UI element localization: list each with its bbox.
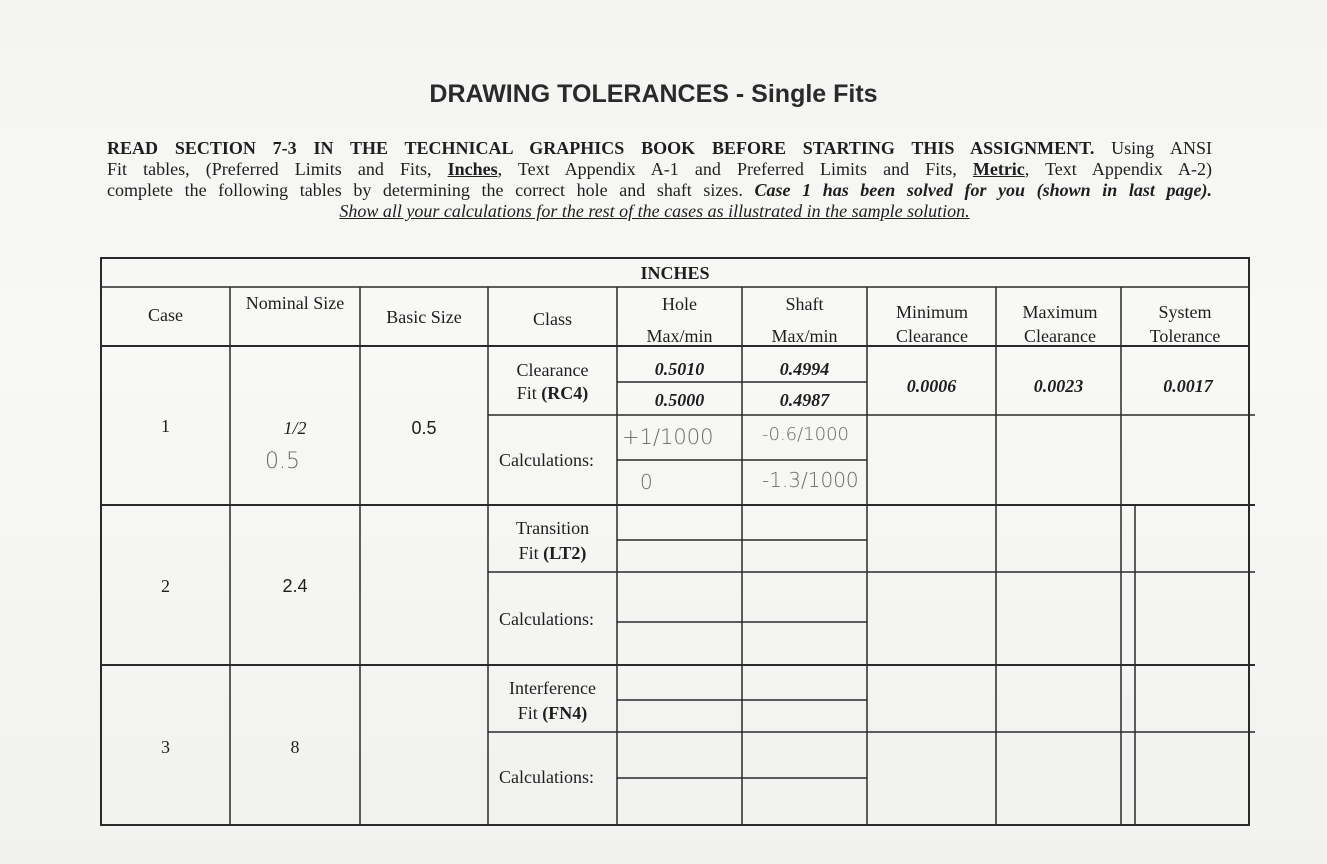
class-fit: Fit (516, 383, 542, 403)
class-code: (LT2) (543, 543, 587, 563)
instruction-show-work: Show all your calculations for the rest of the cases as illustrated in the sample solution. (339, 201, 970, 221)
col-header-hole: Hole (662, 294, 697, 314)
class-name: Transition (515, 518, 590, 538)
nominal-size-handwritten: 0.5 (265, 449, 300, 474)
inches-header: INCHES (640, 263, 710, 283)
class-fit: Fit (517, 703, 543, 723)
page-title: DRAWING TOLERANCES - Single Fits (429, 80, 878, 108)
nominal-size: 1/2 (283, 418, 307, 438)
calculations-label: Calculations: (499, 767, 594, 787)
maximum-clearance: 0.0023 (1033, 376, 1084, 396)
case-number: 3 (161, 737, 170, 757)
col-header-min-clearance: Minimum Clearance (895, 302, 968, 346)
col-header-shaft-sub: Max/min (771, 326, 838, 346)
instruction-text: , Text Appendix A-2) (1024, 159, 1212, 179)
nominal-size: 8 (290, 737, 300, 757)
nominal-size: 2.4 (282, 576, 308, 596)
inches-emphasis: Inches (447, 159, 498, 179)
shaft-max: 0.4994 (779, 359, 830, 379)
class-fit: Fit (518, 543, 544, 563)
instruction-note: Case 1 has been solved for you (shown in last page). (754, 180, 1212, 200)
instruction-text: Fit tables, (Preferred Limits and Fits, (107, 159, 448, 179)
calc-hole-upper: +1/1000 (622, 425, 714, 449)
instruction-text: , Text Appendix A-1 and Preferred Limits and Fits, (497, 159, 973, 179)
col-header-nominal-size: Nominal Size (245, 293, 345, 313)
col-header-max-clearance: Maximum Clearance (1022, 302, 1098, 346)
col-header-basic-size: Basic Size (386, 307, 462, 327)
calc-hole-lower: 0 (640, 470, 653, 494)
minimum-clearance: 0.0006 (906, 376, 957, 396)
col-header-case: Case (148, 305, 183, 325)
col-header-shaft: Shaft (785, 294, 824, 314)
class-code: (FN4) (542, 703, 588, 723)
metric-emphasis: Metric (972, 159, 1025, 179)
instruction-text: Using ANSI (1094, 138, 1213, 158)
class-code: (RC4) (541, 383, 589, 403)
col-header-system-tolerance: System Tolerance (1149, 302, 1221, 346)
calc-shaft-upper: -0.6/1000 (762, 424, 849, 445)
instruction-lead: READ SECTION 7-3 IN THE TECHNICAL GRAPHICS BOOK BEFORE STARTING THIS ASSIGNMENT. (107, 138, 1095, 158)
calculations-label: Calculations: (499, 450, 594, 470)
system-tolerance: 0.0017 (1163, 376, 1213, 396)
hole-max: 0.5010 (654, 359, 705, 379)
col-header-hole-sub: Max/min (646, 326, 713, 346)
calc-shaft-lower: -1.3/1000 (762, 468, 859, 492)
case-number: 2 (161, 576, 170, 596)
hole-min: 0.5000 (654, 390, 705, 410)
class-name: Clearance (516, 360, 589, 380)
case-number: 1 (161, 416, 170, 436)
class-name: Interference (509, 678, 596, 698)
col-header-class: Class (532, 309, 572, 329)
calculations-label: Calculations: (499, 609, 594, 629)
instruction-text: complete the following tables by determining the correct hole and shaft sizes. (107, 180, 755, 200)
basic-size: 0.5 (411, 418, 437, 438)
shaft-min: 0.4987 (779, 390, 830, 410)
